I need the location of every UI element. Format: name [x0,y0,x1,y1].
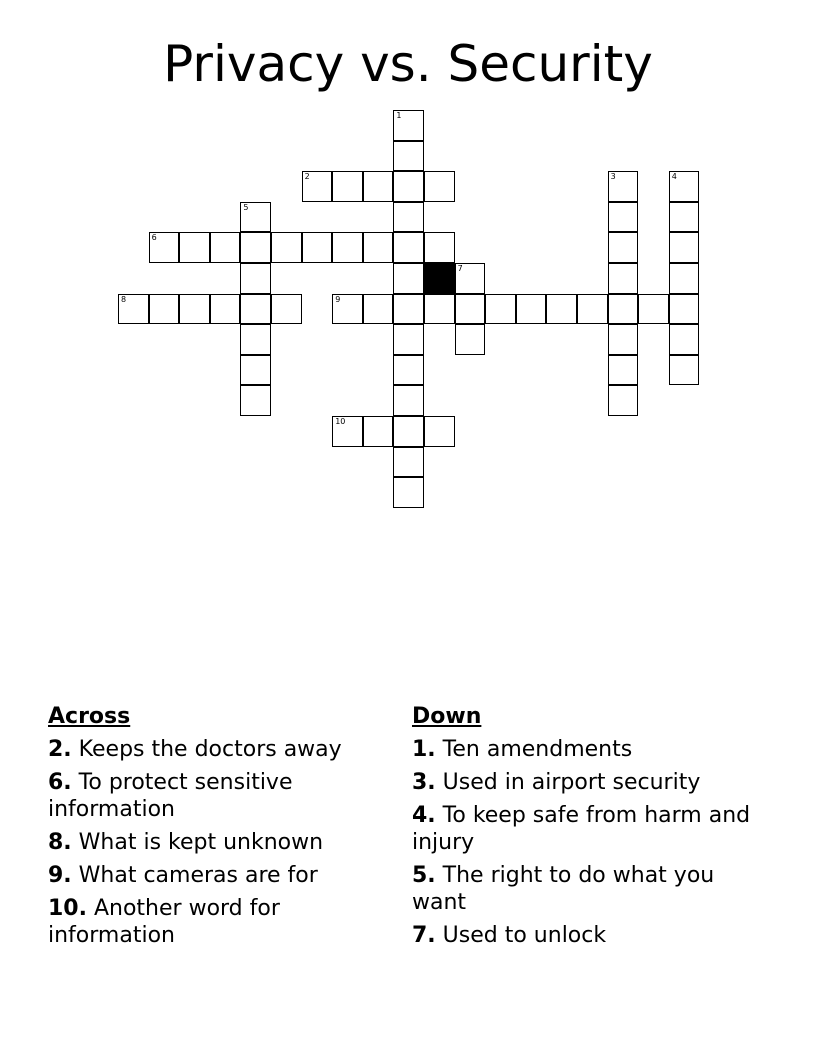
grid-cell[interactable] [240,232,271,263]
cell-number: 8 [121,294,127,304]
grid-cell[interactable] [546,294,577,325]
grid-cell[interactable] [669,324,700,355]
clue-text: Ten amendments [435,737,633,762]
grid-cell[interactable] [332,171,363,202]
grid-cell[interactable] [424,171,455,202]
clue-text: The right to do what you want [412,863,715,915]
grid-cell[interactable] [608,232,639,263]
grid-cell[interactable] [271,294,302,325]
grid-cell[interactable] [669,294,700,325]
clue-number: 9. [48,863,72,888]
grid-cell[interactable] [363,416,394,447]
grid-cell[interactable] [455,294,486,325]
clue-text: Used to unlock [435,923,607,948]
grid-cell[interactable] [455,324,486,355]
grid-cell[interactable] [669,202,700,233]
cell-number: 10 [335,417,346,426]
grid-cell[interactable] [302,171,333,202]
grid-cell[interactable] [393,232,424,263]
clue-number: 3. [412,770,436,795]
grid-cell[interactable] [393,355,424,386]
cell-number: 3 [610,172,616,182]
grid-cell[interactable] [302,232,333,263]
grid-cell[interactable] [240,202,271,233]
grid-cell[interactable] [332,294,363,325]
grid-cell[interactable] [669,263,700,294]
grid-cell[interactable] [240,324,271,355]
clue-down-7 [412,922,752,949]
clue-text: To keep safe from harm and injury [412,803,751,855]
grid-cell[interactable] [393,416,424,447]
clue-number: 7. [412,923,436,948]
grid-cell[interactable] [393,294,424,325]
clue-across-9 [48,862,388,889]
grid-cell[interactable] [332,232,363,263]
grid-cell[interactable] [608,385,639,416]
cell-number: 5 [243,202,249,212]
grid-cell[interactable] [608,324,639,355]
clue-text: To protect sensitive information [48,770,293,822]
grid-cell[interactable] [363,171,394,202]
grid-cell[interactable] [424,294,455,325]
grid-cell[interactable] [577,294,608,325]
cell-number: 4 [671,172,677,182]
clue-text: What cameras are for [71,863,318,888]
grid-cell[interactable] [608,171,639,202]
clue-down-5 [412,862,752,916]
grid-cell[interactable] [179,232,210,263]
grid-cell[interactable] [455,263,486,294]
grid-cell[interactable] [608,355,639,386]
grid-cell[interactable] [485,294,516,325]
clue-number: 2. [48,737,72,762]
grid-cell[interactable] [240,263,271,294]
grid-cell[interactable] [149,232,180,263]
clue-down-3 [412,769,752,796]
grid-cell[interactable] [240,385,271,416]
grid-cell[interactable] [516,294,547,325]
clue-number: 4. [412,803,436,828]
clue-down-1 [412,736,752,763]
grid-cell[interactable] [332,416,363,447]
clue-text: What is kept unknown [71,830,324,855]
clue-text: Keeps the doctors away [71,737,342,762]
grid-cell[interactable] [179,294,210,325]
grid-cell[interactable] [424,232,455,263]
grid-cell[interactable] [393,110,424,141]
grid-cell[interactable] [669,355,700,386]
grid-cell[interactable] [240,294,271,325]
clue-number: 5. [412,863,436,888]
cell-number: 7 [457,264,463,273]
grid-cell[interactable] [393,324,424,355]
grid-block-cell [424,263,455,294]
grid-cell[interactable] [118,294,149,325]
grid-cell[interactable] [393,263,424,294]
clue-number: 8. [48,830,72,855]
grid-cell[interactable] [149,294,180,325]
clue-number: 1. [412,737,436,762]
grid-cell[interactable] [608,263,639,294]
clue-text: Another word for information [48,896,280,948]
cell-number: 2 [304,172,310,182]
grid-cell[interactable] [424,416,455,447]
grid-cell[interactable] [393,447,424,478]
clue-across-8 [48,829,388,856]
grid-cell[interactable] [271,232,302,263]
clue-number: 10. [48,896,87,921]
clue-down-4 [412,802,752,856]
cell-number: 9 [335,294,341,304]
clue-number: 6. [48,770,72,795]
grid-cell[interactable] [393,202,424,233]
grid-cell[interactable] [669,171,700,202]
puzzle-title: Privacy vs. Security [163,35,653,93]
grid-cell[interactable] [363,232,394,263]
grid-cell[interactable] [393,385,424,416]
across-heading: Across [48,704,131,729]
clue-text: Used in airport security [435,770,701,795]
grid-cell[interactable] [393,141,424,172]
grid-cell[interactable] [393,171,424,202]
grid-cell[interactable] [669,232,700,263]
cell-number: 6 [151,233,157,243]
grid-cell[interactable] [608,202,639,233]
grid-cell[interactable] [638,294,669,325]
grid-cell[interactable] [210,232,241,263]
down-clues [412,702,752,955]
grid-cell[interactable] [363,294,394,325]
grid-cell[interactable] [210,294,241,325]
clue-across-2 [48,736,388,763]
across-clues [48,702,388,955]
grid-cell[interactable] [608,294,639,325]
clue-across-10 [48,895,388,949]
grid-cell[interactable] [393,477,424,508]
grid-cell[interactable] [240,355,271,386]
cell-number: 1 [396,111,402,120]
down-heading: Down [412,704,482,729]
clue-across-6 [48,769,388,823]
